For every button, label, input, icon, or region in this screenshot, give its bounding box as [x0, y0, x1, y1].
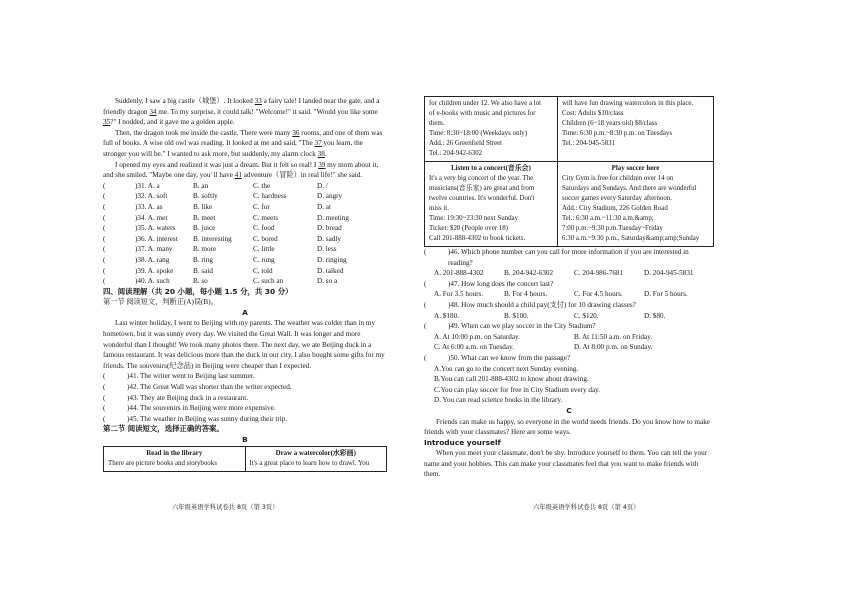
true-false-list	[103, 371, 387, 424]
answer-paren[interactable]: (	[103, 404, 106, 413]
mc-row-36	[103, 234, 387, 245]
option-b: B. 204-942-6302	[504, 269, 554, 278]
option-b: B. $100.	[504, 311, 529, 320]
story-text: you learn, the stronger you will be." I wanted to ask more, but suddenly, my alarm clock	[103, 139, 363, 158]
ad-line: Time: 8:30~18:00 (Weekdays only)	[429, 130, 528, 137]
question-text: )46. Which phone number can you call for more information if you are interested in reading?	[448, 248, 689, 267]
option-a: )38. A. rang	[135, 255, 170, 264]
option-b: B. ring	[193, 255, 213, 264]
blank-35: 35	[103, 118, 111, 127]
soccer-ad-title: Play soccer here	[611, 165, 660, 172]
ad-line: Children (6~18 years old) $8/class	[561, 120, 658, 127]
tf-row-43	[103, 393, 387, 404]
q49-options-row2	[424, 342, 714, 353]
answer-paren[interactable]: (	[103, 181, 106, 190]
question-text: )47. How long does the concert last?	[448, 279, 554, 288]
answer-paren[interactable]: (	[424, 322, 427, 331]
option-a: )36. A. interest	[135, 234, 178, 243]
statement: )44. The souvenirs in Beijing were more expensive.	[127, 404, 276, 413]
cloze-passage	[103, 96, 387, 181]
option-b: B. juice	[193, 224, 216, 233]
passage-b-label: B	[242, 435, 248, 444]
ad-line: them.	[429, 120, 445, 127]
watercolor-ad-title: Draw a watercolor(水彩画)	[275, 449, 356, 457]
question-48	[424, 300, 714, 311]
option-a: A. $180.	[434, 311, 459, 320]
option-d: D. at	[317, 202, 331, 211]
story-paragraph-3	[103, 160, 387, 181]
ad-line: Saturdays and Sundays. And there are wonderful	[561, 185, 697, 192]
option-a: )33. A. as	[135, 202, 163, 211]
option-a: )32. A. soft	[135, 192, 168, 201]
part-one-instruction: 第一节 阅读短文，判断正(A)误(B)。	[103, 298, 218, 307]
question-46	[424, 247, 714, 268]
question-text: )49. When can we play soccer in the City Stadium?	[448, 322, 596, 331]
story-text: rooms, and one of them was full of books. A wise old owl was reading. It looked at me and said, "The	[103, 128, 383, 148]
option-a: )37. A. many	[135, 245, 173, 254]
part-two-instruction: 第二节 阅读短文，选择正确的答案。	[103, 424, 224, 434]
option-d: D. ringing	[317, 255, 347, 264]
answer-paren[interactable]: (	[103, 245, 106, 254]
ads-box-continued	[424, 96, 714, 247]
answer-paren[interactable]: (	[424, 248, 427, 256]
ad-line: of e-books with music and pictures for	[429, 110, 536, 117]
answer-paren[interactable]: (	[103, 266, 106, 275]
introduce-yourself-heading: Introduce yourself	[424, 437, 501, 447]
option-c: C. At 6:00 a.m. on Tuesday.	[434, 343, 515, 352]
answer-paren[interactable]: (	[424, 300, 427, 309]
ad-line: 6:30 a.m.~9:30 p.m., Saturday&amp;amp;Sunday	[561, 235, 700, 242]
mc-row-39	[103, 266, 387, 277]
story-text: a fairy tale! I landed near the gate, and a friendly dragon	[103, 97, 380, 116]
option-c: C. $120.	[574, 311, 599, 320]
option-b: B. an	[193, 181, 209, 190]
option-a: )34. A. met	[135, 213, 168, 222]
tf-row-44	[103, 403, 387, 414]
statement: )45. The weather in Beijing was sunny during their trip.	[127, 414, 288, 423]
introduce-yourself-text: When you meet your classmate, don't be shy. Introduce yourself to them. You can tell the your name and your hobbies. This can make your classmates feel that you want to make friends with them.	[424, 449, 708, 479]
answer-paren[interactable]: (	[103, 372, 106, 381]
multiple-choice-list	[103, 181, 387, 287]
option-a: A. 201-888-4302	[434, 269, 484, 278]
option-b: B. said	[193, 266, 213, 275]
option-b: B. At 11:50 a.m. on Friday.	[574, 332, 653, 341]
concert-ad-title: Listen to a concert(音乐会)	[451, 165, 531, 172]
blank-34: 34	[149, 107, 157, 116]
option-b: B.You can call 201-888-4302 to know about drawing.	[434, 375, 589, 384]
option-d: D. For 5 hours.	[644, 290, 688, 299]
page-footer-4: 六年级英语学科试卷共 8页（第 4页）	[533, 504, 640, 511]
option-b: B. softly	[193, 192, 218, 201]
blank-36: 36	[292, 128, 300, 137]
answer-paren[interactable]: (	[103, 393, 106, 402]
ad-line: Tel.: 204-945-5831	[561, 140, 616, 147]
statement: )43. They ate Beijing duck in a restaurant.	[127, 393, 249, 402]
answer-paren[interactable]: (	[424, 353, 427, 362]
question-text: )50. What can we know from the passage?	[448, 353, 571, 362]
option-d: D. bread	[317, 224, 342, 233]
option-a: A. At 10:00 p.m. on Saturday.	[434, 332, 520, 341]
option-c: C. the	[253, 181, 271, 190]
q47-options	[424, 289, 714, 300]
ad-line: soccer games every Saturday afternoon.	[561, 195, 672, 202]
ad-line: Time: 6:30 p.m.~8:30 p.m. on Tuesdays	[561, 130, 673, 137]
option-d: D. meeting	[317, 213, 349, 222]
watercolor-ad-text: It's a great place to learn how to drawl. You	[249, 459, 370, 467]
blank-33: 33	[254, 97, 262, 105]
option-d: D. 204-945-5831	[644, 269, 694, 278]
option-c: C. little	[253, 245, 275, 254]
ads-box-top	[103, 446, 387, 472]
statement: )41. The writer went to Beijing last summer.	[127, 372, 255, 381]
blank-37: 37	[314, 139, 322, 148]
q46-options	[424, 268, 714, 279]
option-a: )40. A. such	[135, 277, 170, 286]
option-c: C.You can play soccer for free in City Stadium every day.	[434, 385, 601, 394]
option-c: C. For 4.5 hours.	[574, 290, 623, 299]
exam-page-3	[103, 96, 387, 516]
mc-row-38	[103, 255, 387, 266]
passage-c-text: Friends can make us happy, so everyone in the world needs friends. Do you know how to make friends with your classmates? Here are some ways.	[424, 417, 710, 437]
option-b: B. For 4 hours.	[504, 290, 548, 299]
option-d: D. angry	[317, 192, 343, 201]
mc-row-32	[103, 191, 387, 202]
q49-options-row1	[424, 332, 714, 343]
option-c: C. bored	[253, 234, 278, 243]
ad-line: It's a very big concert of the year. The	[429, 175, 534, 182]
concert-ad	[425, 162, 558, 247]
mc-row-33	[103, 202, 387, 213]
library-ad-continued	[425, 97, 558, 162]
option-d: D. less	[317, 245, 337, 254]
mc-row-34	[103, 213, 387, 224]
watercolor-ad-continued	[557, 97, 713, 162]
option-a: )39. A. spoke	[135, 266, 174, 275]
exam-page-4	[424, 96, 714, 516]
passage-a-label: A	[242, 307, 248, 317]
statement: )42. The Great Wall was shorter than the writer expected.	[127, 383, 292, 392]
ad-line: 7:00 p.m.~9:30 p.m.Tuesday~Friday	[561, 225, 663, 232]
option-a: )31. A. a	[135, 181, 160, 190]
story-text: .	[324, 149, 327, 158]
section-four-heading: 四、阅读理解（共 20 小题，每小题 1.5 分，共 30 分）	[103, 286, 293, 296]
soccer-ad	[557, 162, 713, 247]
option-c: C. meets	[253, 213, 279, 222]
q50-options	[424, 364, 714, 406]
blank-38: 38	[317, 149, 325, 158]
answer-paren[interactable]: (	[103, 255, 106, 264]
option-b: B. so	[193, 277, 208, 286]
ad-line: Add.: 26 Greenfield Street	[429, 140, 503, 147]
ad-line: twelve countries. It's wonderful. Don't	[429, 195, 535, 202]
tf-row-42	[103, 382, 387, 393]
passage-c-label: C	[566, 405, 572, 415]
option-a: A.You can go to the concert next Sunday evening.	[434, 364, 579, 373]
answer-paren[interactable]: (	[103, 234, 106, 243]
mc-row-31	[103, 181, 387, 192]
answer-paren[interactable]: (	[103, 414, 106, 423]
tf-row-45	[103, 414, 387, 425]
option-d: D. You can read science books in the library.	[434, 396, 563, 405]
ad-line: Cost: Adults $10/class	[561, 110, 624, 117]
story-text: me. To my surprise, it could talk! "Welcome!" it said. "Would you like some	[156, 107, 378, 116]
mc-row-35	[103, 223, 387, 234]
story-paragraph-2	[103, 128, 387, 160]
answer-paren[interactable]: (	[103, 224, 106, 233]
mc-row-40	[103, 276, 387, 287]
ad-line: musicians(音乐家) are great and from	[429, 185, 535, 192]
question-text: )48. How much should a child pay(支付) for 10 drawing classes?	[448, 300, 636, 309]
ad-line: Tel.: 6:30 a.m.~11:30 a.m.&amp;	[561, 215, 654, 222]
answer-paren[interactable]: (	[424, 279, 427, 288]
option-b: B. more	[193, 245, 217, 254]
library-ad-text: There are picture books and storybooks	[108, 459, 217, 467]
page-footer-3: 六年级英语学科试卷共 8页（第 3页）	[172, 504, 279, 511]
story-text: Suddenly, I saw a big castle（城堡）. It looked	[115, 97, 255, 105]
answer-paren[interactable]: (	[103, 383, 106, 392]
option-b: B. like	[193, 202, 213, 211]
option-d: D. $80.	[644, 311, 666, 320]
option-c: C. such an	[253, 277, 284, 286]
q48-options	[424, 311, 714, 322]
option-c: C. for	[253, 202, 270, 211]
option-c: C. told	[253, 266, 273, 275]
option-c: C. rung	[253, 255, 275, 264]
ad-line: for children under 12. We also have a lot	[429, 100, 542, 107]
ad-line: Tel.: 204-942-6302	[429, 150, 483, 157]
option-d: D. so a	[317, 277, 338, 286]
option-b: B. meet	[193, 213, 216, 222]
option-c: C. food	[253, 224, 275, 233]
question-50	[424, 353, 714, 364]
answer-paren[interactable]: (	[103, 277, 106, 286]
option-d: D. /	[317, 181, 328, 190]
ad-line: City Gym is free for children over 14 on	[561, 175, 674, 182]
option-c: C. hardness	[253, 192, 287, 201]
ad-line: Time: 19:30~23:30 next Sunday	[429, 215, 519, 222]
blank-39: 39	[318, 160, 326, 169]
story-paragraph-1	[103, 96, 387, 128]
option-d: D. At 8:00 p.m. on Sunday.	[574, 343, 653, 352]
option-a: A. For 3.5 hours.	[434, 290, 484, 299]
ad-line: will have fun drawing watercolors in this place.	[561, 100, 694, 107]
story-text: adventure（冒险）in real life!" she said.	[241, 171, 363, 180]
library-ad-title: Read in the library	[146, 449, 203, 457]
passage-a-text: Last winter holiday, I went to Beijing with my parents. The weather was colder than in my hometown, but it was sunny every day. We visited the Great Wall. It was longer and more wonderful than I thought! We took many photos there. The next day, we ate Beijing duck in a famous restaurant. It was delicious more than the duck in our city. I also bought some gifts for my friends. The souvenirs(纪念品) in Beijing were cheaper than I expected.	[103, 319, 385, 370]
story-text: Then, the dragon took me inside the castle. There were many	[115, 128, 293, 137]
blank-41: 41	[234, 171, 242, 180]
mc-row-37	[103, 244, 387, 255]
option-a: )35. A. waters	[135, 224, 176, 233]
option-d: D. talked	[317, 266, 344, 275]
answer-paren[interactable]: (	[103, 202, 106, 211]
answer-paren[interactable]: (	[103, 192, 106, 201]
ad-line: miss it.	[429, 205, 449, 212]
answer-paren[interactable]: (	[103, 213, 106, 222]
story-text: I opened my eyes and realized it was just a dream. But it felt so real! I	[115, 160, 319, 169]
tf-row-41	[103, 371, 387, 382]
option-b: B. interesting	[193, 234, 232, 243]
story-text: my mom about it, and she smiled. "Maybe one day, you' ll have	[103, 160, 379, 180]
question-47	[424, 279, 714, 290]
ad-line: Call 201-888-4302 to book tickets.	[429, 235, 526, 242]
ad-line: Ticket: $20 (People over 18)	[429, 225, 508, 232]
ad-line: Add.: City Stadium, 226 Golden Road	[561, 205, 668, 212]
option-c: C. 204-986-7681	[574, 269, 624, 278]
story-text: ?" I nodded, and it gave me a golden apple.	[110, 118, 235, 127]
question-49	[424, 321, 714, 332]
option-d: D. sadly	[317, 234, 341, 243]
